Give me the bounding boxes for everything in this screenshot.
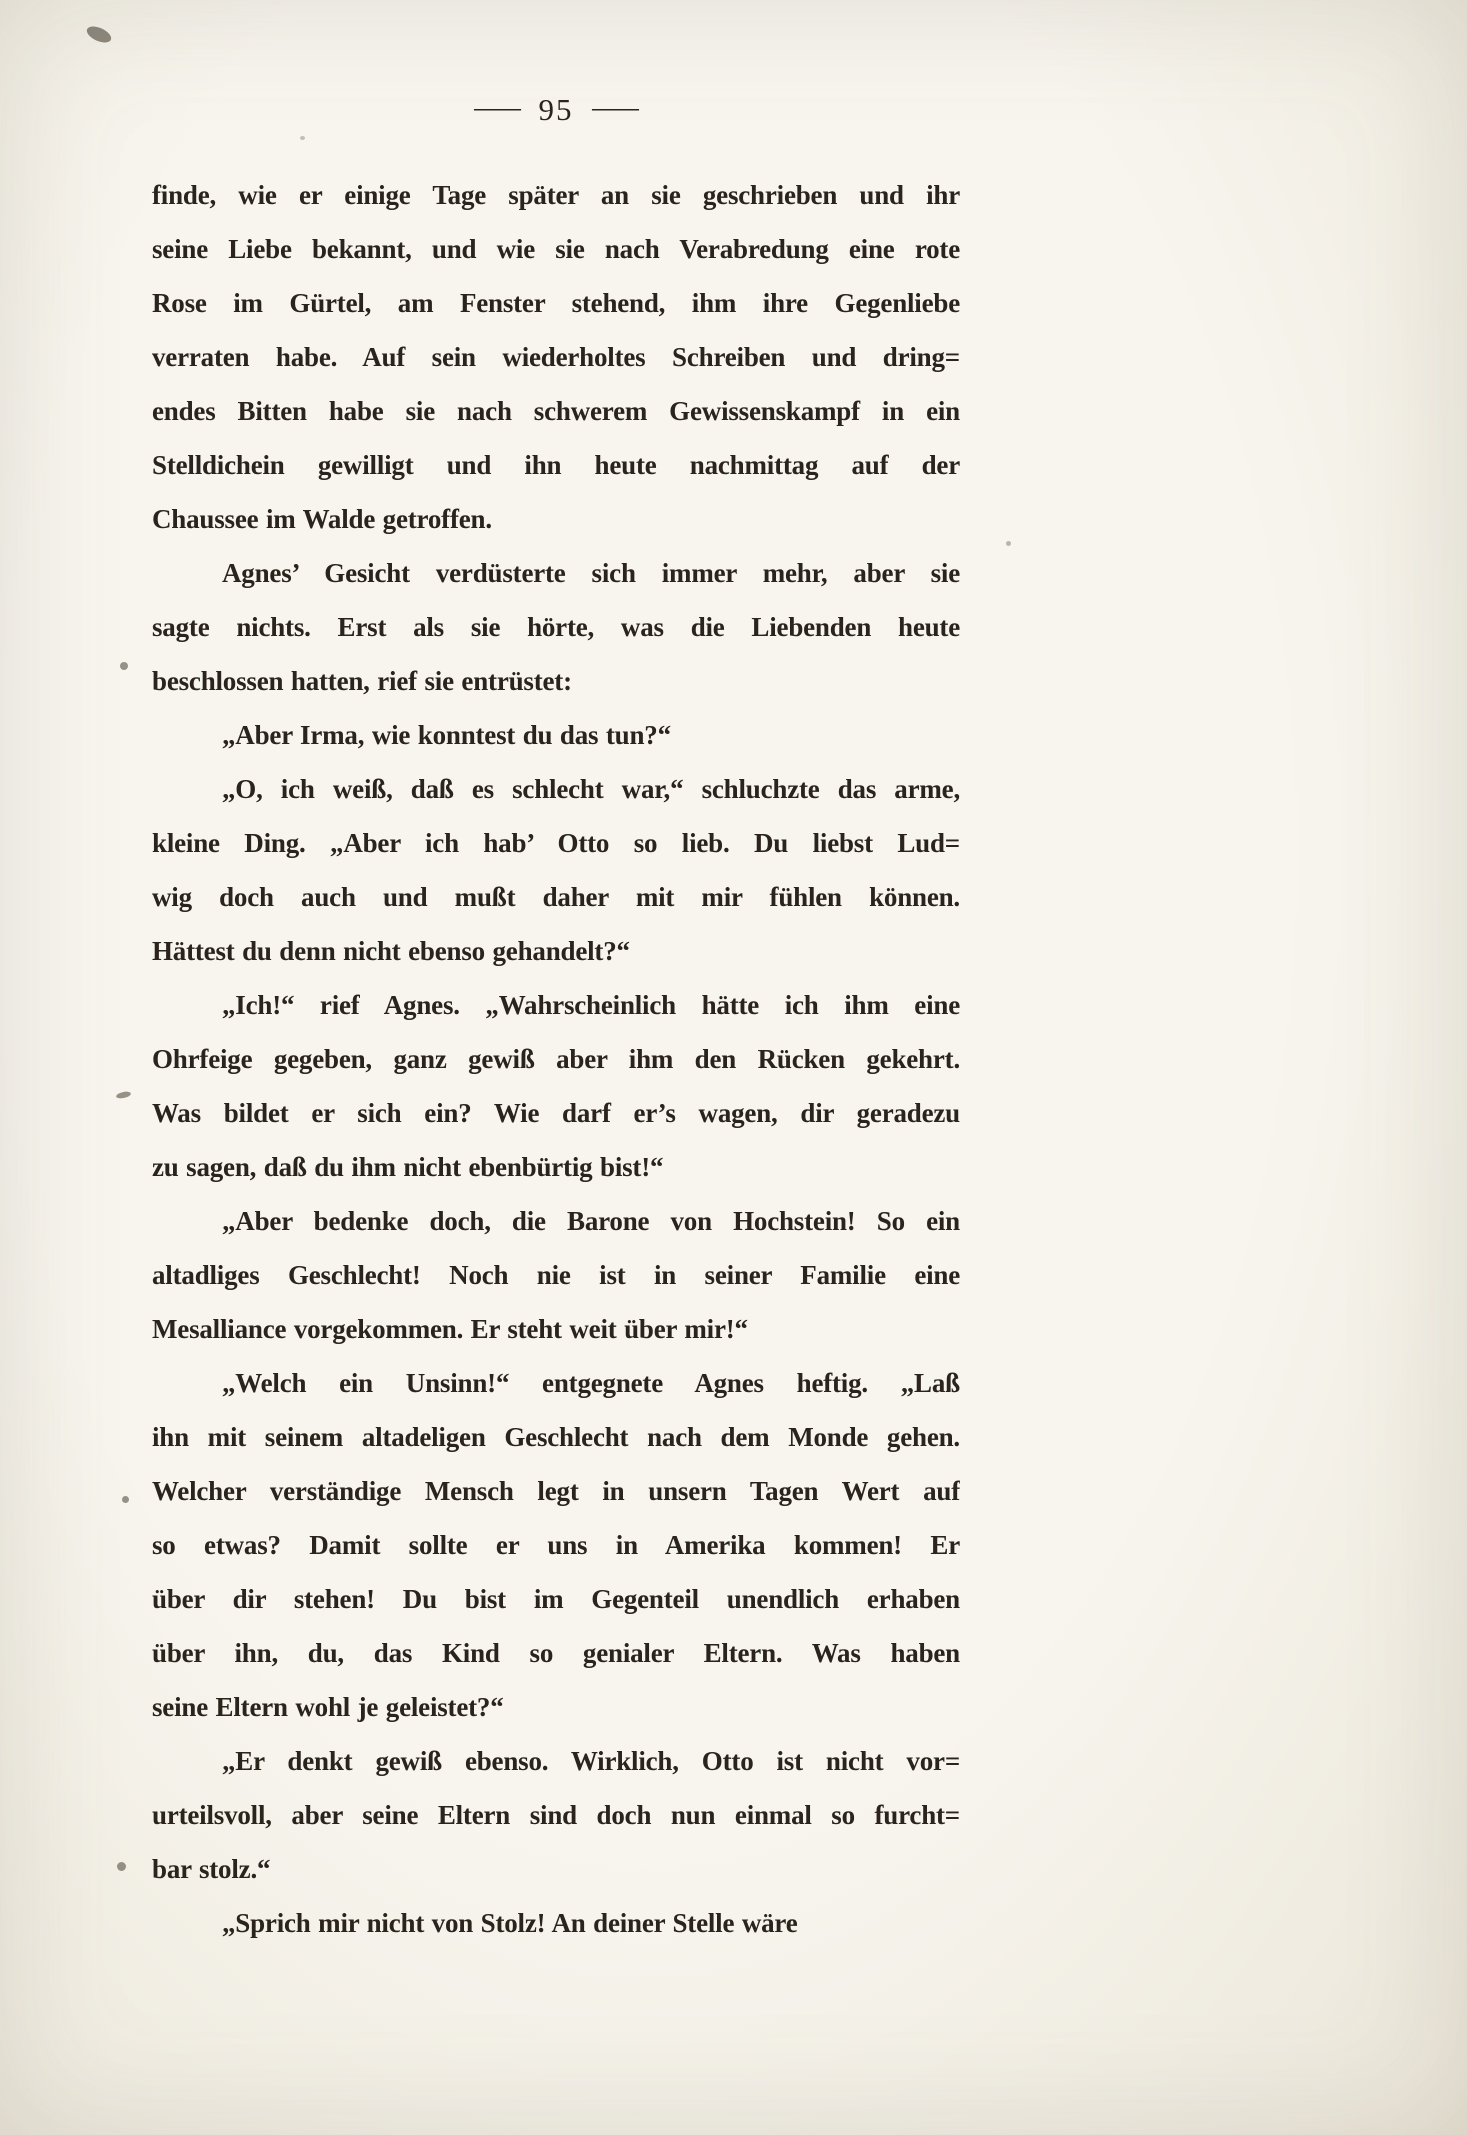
text-line: zu sagen, daß du ihm nicht ebenbürtig bist!“ <box>152 1152 664 1182</box>
paragraph <box>152 1356 960 1734</box>
paragraph <box>152 168 960 546</box>
text-line: Rose im Gürtel, am Fenster stehend, ihm ihre Gegenliebe <box>152 288 960 318</box>
text-line: seine Liebe bekannt, und wie sie nach Verabredung eine rote <box>152 234 960 264</box>
text-line: Was bildet er sich ein? Wie darf er’s wagen, dir geradezu <box>152 1098 960 1128</box>
text-line: „Aber bedenke doch, die Barone von Hochstein! So ein <box>222 1206 960 1236</box>
text-line: altadliges Geschlecht! Noch nie ist in seiner Familie eine <box>152 1260 960 1290</box>
text-line: Mesalliance vorgekommen. Er steht weit über mir!“ <box>152 1314 748 1344</box>
text-line: über dir stehen! Du bist im Gegenteil unendlich erhaben <box>152 1584 960 1614</box>
text-line: finde, wie er einige Tage später an sie geschrieben und ihr <box>152 180 960 210</box>
text-line: ihn mit seinem altadeligen Geschlecht nach dem Monde gehen. <box>152 1422 960 1452</box>
paragraph <box>152 1734 960 1896</box>
text-line: Agnes’ Gesicht verdüsterte sich immer mehr, aber sie <box>222 558 960 588</box>
scan-artifact <box>84 23 113 45</box>
scan-artifact <box>300 136 305 140</box>
paragraph <box>152 546 960 708</box>
text-line: wig doch auch und mußt daher mit mir fühlen können. <box>152 882 960 912</box>
page-number-dash-right: — <box>591 89 639 124</box>
text-line: Stelldichein gewilligt und ihn heute nachmittag auf der <box>152 450 960 480</box>
scan-artifact <box>1006 541 1011 546</box>
text-line: so etwas? Damit sollte er uns in Amerika kommen! Er <box>152 1530 960 1560</box>
text-line: verraten habe. Auf sein wiederholtes Schreiben und dring= <box>152 342 960 372</box>
scan-artifact <box>120 662 128 670</box>
paragraph <box>152 978 960 1194</box>
text-line: sagte nichts. Erst als sie hörte, was die Liebenden heute <box>152 612 960 642</box>
text-line: „Welch ein Unsinn!“ entgegnete Agnes heftig. „Laß <box>222 1368 960 1398</box>
text-line: Chaussee im Walde getroffen. <box>152 504 492 534</box>
paragraph <box>152 708 960 762</box>
text-line: urteilsvoll, aber seine Eltern sind doch nun einmal so furcht= <box>152 1800 960 1830</box>
page-number: 95 <box>538 92 574 127</box>
paragraph <box>152 762 960 978</box>
text-line: „Er denkt gewiß ebenso. Wirklich, Otto ist nicht vor= <box>222 1746 960 1776</box>
text-line: „Ich!“ rief Agnes. „Wahrscheinlich hätte ich ihm eine <box>222 990 960 1020</box>
text-line: „Sprich mir nicht von Stolz! An deiner Stelle wäre <box>222 1908 798 1938</box>
text-line: „Aber Irma, wie konntest du das tun?“ <box>222 720 671 750</box>
text-line: Ohrfeige gegeben, ganz gewiß aber ihm den Rücken gekehrt. <box>152 1044 960 1074</box>
scan-artifact <box>116 1091 132 1100</box>
text-block <box>152 168 960 1950</box>
paragraph <box>152 1896 960 1950</box>
text-line: „O, ich weiß, daß es schlecht war,“ schluchzte das arme, <box>222 774 960 804</box>
text-line: über ihn, du, das Kind so genialer Eltern. Was haben <box>152 1638 960 1668</box>
text-line: seine Eltern wohl je geleistet?“ <box>152 1692 504 1722</box>
paragraph <box>152 1194 960 1356</box>
text-line: beschlossen hatten, rief sie entrüstet: <box>152 666 572 696</box>
text-line: bar stolz.“ <box>152 1854 271 1884</box>
text-line: Hättest du denn nicht ebenso gehandelt?“ <box>152 936 630 966</box>
text-line: endes Bitten habe sie nach schwerem Gewissenskampf in ein <box>152 396 960 426</box>
scan-artifact <box>117 1862 126 1871</box>
text-line: Welcher verständige Mensch legt in unsern Tagen Wert auf <box>152 1476 960 1506</box>
text-line: kleine Ding. „Aber ich hab’ Otto so lieb. Du liebst Lud= <box>152 828 960 858</box>
scan-artifact <box>122 1496 129 1503</box>
page-number-dash-left: — <box>473 89 521 124</box>
page-header <box>152 89 960 128</box>
